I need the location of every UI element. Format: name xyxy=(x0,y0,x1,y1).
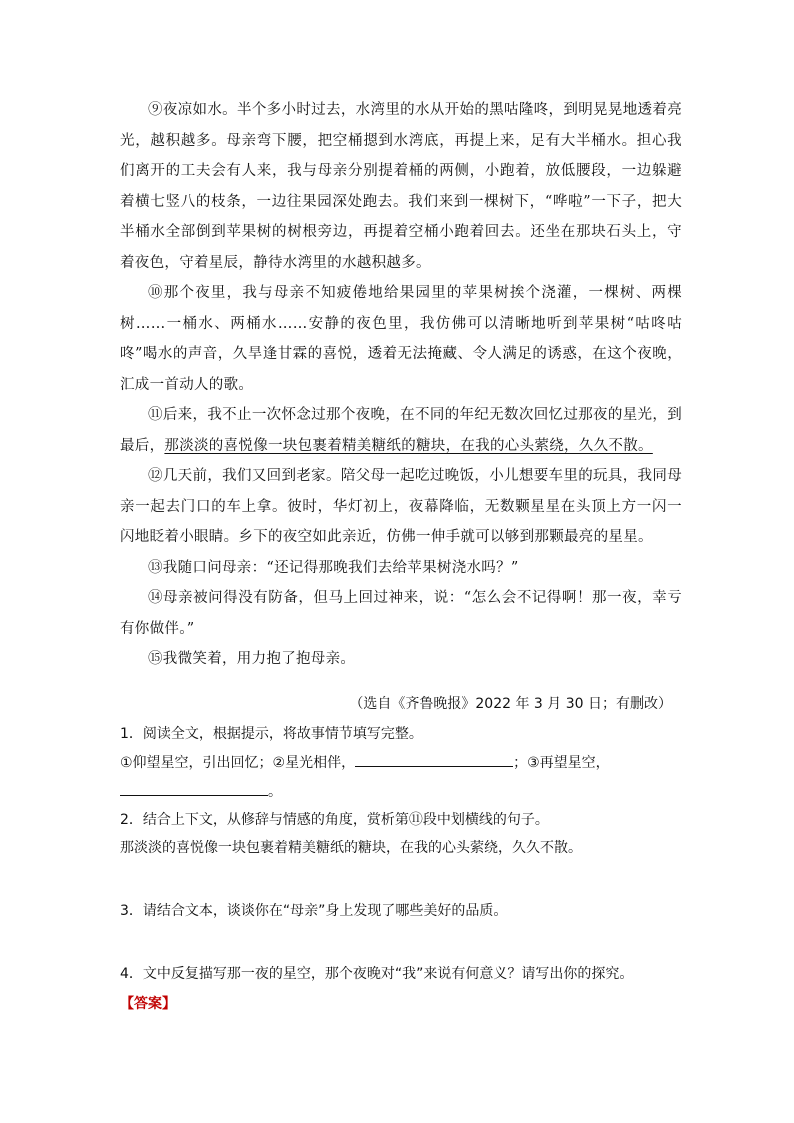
question-2: 2．结合上下文，从修辞与情感的角度，赏析第⑪段中划横线的句子。 xyxy=(120,812,549,828)
paragraph-10: ⑩那个夜里，我与母亲不知疲倦地给果园里的苹果树挨个浇灌，一棵树、两棵树……一桶水、两桶水……安静的夜色里，我仿佛可以清晰地听到苹果树“咕咚咕咚”喝水的声音，久旱逢甘霖的喜悦，透着无法掩藏、令人满足的诱惑，在这个夜晚，汇成一首动人的歌。 xyxy=(120,285,682,393)
paragraph-15: ⑮我微笑着，用力抱了抱母亲。 xyxy=(148,651,356,667)
paragraph-14: ⑭母亲被问得没有防备，但马上回过神来，说：“怎么会不记得啊！那一夜，幸亏有你做伴。” xyxy=(120,590,682,637)
underlined-sentence: 那淡淡的喜悦像一块包裹着精美糖纸的糖块，在我的心头萦绕，久久不散。 xyxy=(164,437,653,454)
paragraph-11-start: ⑪后来，我不止一次怀念过那个夜晚，在不同的年纪无数次回忆过那夜的星光，到最后， xyxy=(120,407,682,454)
answer-label: 【答案】 xyxy=(120,996,176,1012)
answer-blank-2[interactable] xyxy=(120,777,268,796)
question-1-continued xyxy=(120,777,690,806)
question-1-prompts xyxy=(120,748,690,777)
question-1-end: 。 xyxy=(268,784,282,800)
paragraph-9: ⑨夜凉如水。半个多小时过去，水湾里的水从开始的黑咕隆咚，到明晃晃地透着亮光，越积越多。母亲弯下腰，把空桶摁到水湾底，再提上来，足有大半桶水。担心我们离开的工夫会有人来，我与母亲分别提着桶的两侧，小跑着，放低腰段，一边躲避着横七竖八的枝条，一边往果园深处跑去。我们来到一棵树下，“哗啦”一下子，把大半桶水全部倒到苹果树的树根旁边，再提着空桶小跑着回去。还坐在那块石头上，守着夜色，守着星辰，静待水湾里的水越积越多。 xyxy=(120,102,682,271)
question-1-part-b: ；③再望星空， xyxy=(513,755,610,771)
question-3: 3．请结合文本，谈谈你在“母亲”身上发现了哪些美好的品质。 xyxy=(120,903,508,919)
paragraph-11 xyxy=(120,400,682,461)
paragraph-12: ⑫几天前，我们又回到老家。陪父母一起吃过晚饭，小儿想要车里的玩具，我同母亲一起去门口的车上拿。彼时，华灯初上，夜幕降临，无数颗星星在头顶上方一闪一闪地眨着小眼睛。乡下的夜空如此亲近，仿佛一伸手就可以够到那颗最亮的星星。 xyxy=(120,468,682,545)
reading-passage xyxy=(120,95,682,675)
answer-blank-1[interactable] xyxy=(355,748,513,767)
question-1: 1．阅读全文，根据提示，将故事情节填写完整。 xyxy=(120,726,423,742)
paragraph-13: ⑬我随口问母亲：“还记得那晚我们去给苹果树浇水吗？” xyxy=(148,559,519,576)
source-citation: （选自《齐鲁晚报》2022 年 3 月 30 日；有删改） xyxy=(349,696,672,712)
question-4: 4．文中反复描写那一夜的星空，那个夜晚对“我”来说有何意义？请写出你的探究。 xyxy=(120,966,634,982)
questions-section xyxy=(120,720,690,1018)
question-2-quote: 那淡淡的喜悦像一块包裹着精美糖纸的糖块，在我的心头萦绕，久久不散。 xyxy=(120,840,582,856)
question-1-part-a: ①仰望星空，引出回忆；②星光相伴， xyxy=(120,755,356,771)
